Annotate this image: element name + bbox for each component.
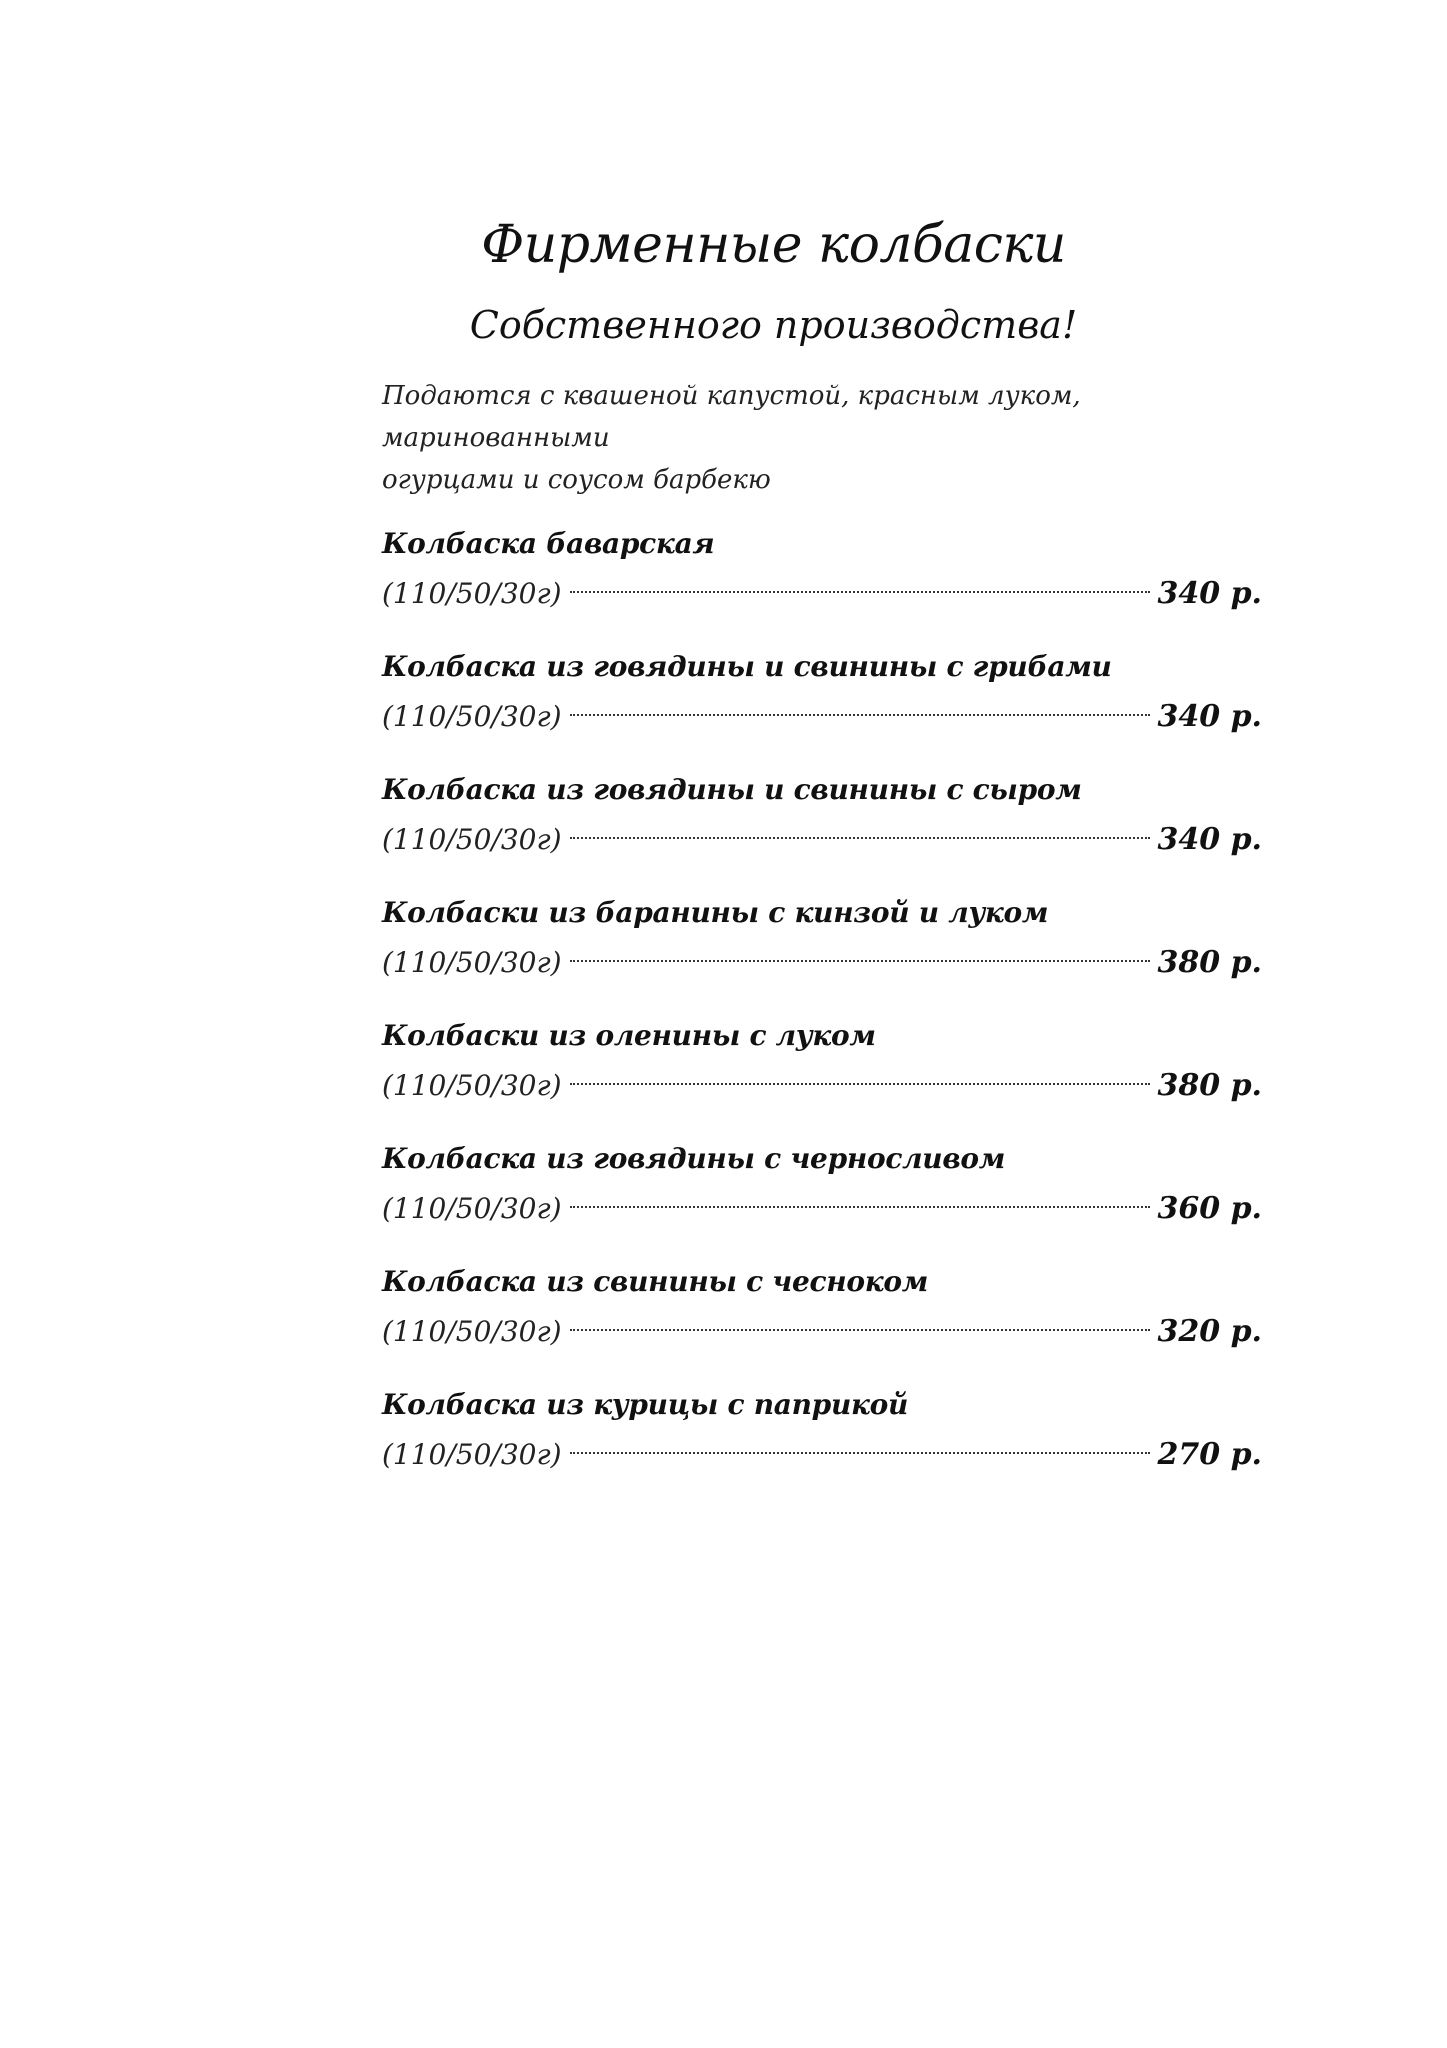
- item-weight: (110/50/30г): [382, 700, 562, 733]
- menu-item: [382, 891, 1262, 1014]
- menu-item: [382, 1137, 1262, 1260]
- item-line: [382, 1427, 1262, 1483]
- dotted-leader: [570, 1329, 1150, 1331]
- serving-note-line: Подаются с квашеной капустой, красным луком, маринованными: [382, 381, 1081, 453]
- page-title: Фирменные колбаски: [481, 215, 1066, 275]
- item-price: 380 р.: [1157, 945, 1262, 980]
- item-line: [382, 1058, 1262, 1114]
- item-weight: (110/50/30г): [382, 1192, 562, 1225]
- item-line: [382, 935, 1262, 991]
- item-name: Колбаска из говядины и свинины с сыром: [382, 773, 1082, 806]
- dotted-leader: [570, 1452, 1150, 1454]
- item-weight: (110/50/30г): [382, 823, 562, 856]
- item-line: [382, 566, 1262, 622]
- item-name: Колбаска из курицы с паприкой: [382, 1388, 909, 1421]
- item-name: Колбаска из свинины с чесноком: [382, 1265, 929, 1298]
- item-price: 380 р.: [1157, 1068, 1262, 1103]
- item-price: 340 р.: [1157, 699, 1262, 734]
- dotted-leader: [570, 714, 1150, 716]
- menu-item: [382, 522, 1262, 645]
- menu-item: [382, 1014, 1262, 1137]
- serving-note: [382, 375, 1282, 501]
- dotted-leader: [570, 837, 1150, 839]
- dotted-leader: [570, 1083, 1150, 1085]
- dotted-leader: [570, 1206, 1150, 1208]
- serving-note-line: огурцами и соусом барбекю: [382, 465, 771, 495]
- item-price: 270 р.: [1157, 1437, 1262, 1472]
- item-weight: (110/50/30г): [382, 1315, 562, 1348]
- menu-list: [382, 522, 1262, 1506]
- page-subtitle: Собственного производства!: [469, 303, 1078, 347]
- item-name: Колбаска баварская: [382, 527, 715, 560]
- menu-item: [382, 1383, 1262, 1506]
- item-line: [382, 1181, 1262, 1237]
- menu-item: [382, 768, 1262, 891]
- item-price: 340 р.: [1157, 822, 1262, 857]
- item-name: Колбаски из оленины с луком: [382, 1019, 876, 1052]
- item-name: Колбаска из говядины с черносливом: [382, 1142, 1006, 1175]
- dotted-leader: [570, 591, 1150, 593]
- dotted-leader: [570, 960, 1150, 962]
- item-price: 320 р.: [1157, 1314, 1262, 1349]
- item-line: [382, 1304, 1262, 1360]
- menu-item: [382, 1260, 1262, 1383]
- item-line: [382, 812, 1262, 868]
- menu-item: [382, 645, 1262, 768]
- item-weight: (110/50/30г): [382, 577, 562, 610]
- item-weight: (110/50/30г): [382, 1069, 562, 1102]
- item-price: 340 р.: [1157, 576, 1262, 611]
- item-name: Колбаски из баранины с кинзой и луком: [382, 896, 1049, 929]
- item-price: 360 р.: [1157, 1191, 1262, 1226]
- item-name: Колбаска из говядины и свинины с грибами: [382, 650, 1112, 683]
- item-weight: (110/50/30г): [382, 946, 562, 979]
- item-weight: (110/50/30г): [382, 1438, 562, 1471]
- item-line: [382, 689, 1262, 745]
